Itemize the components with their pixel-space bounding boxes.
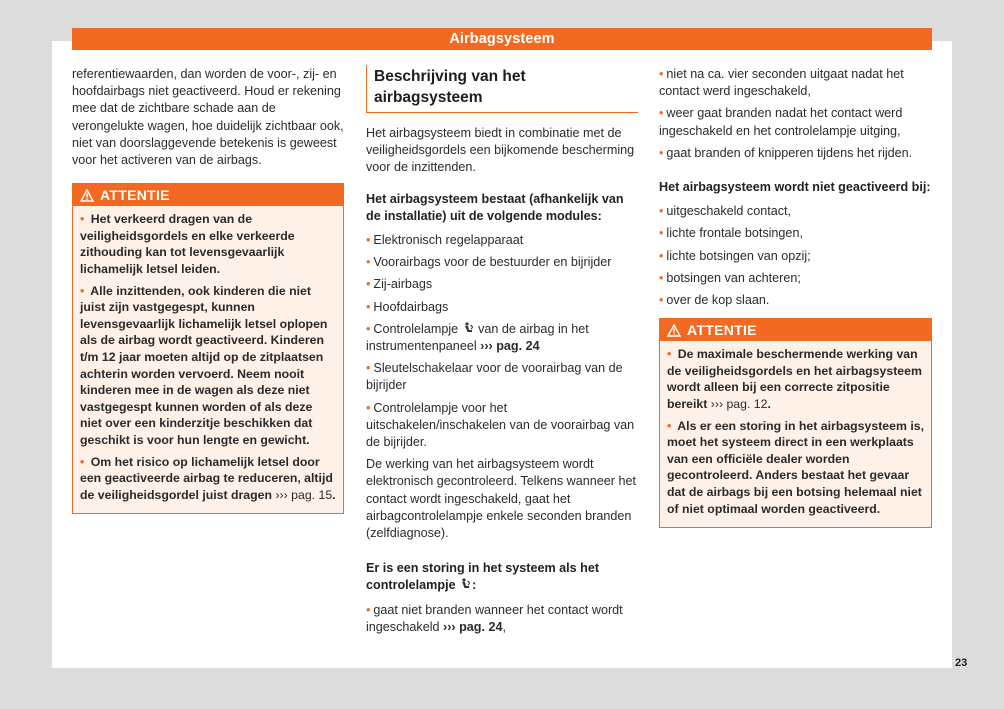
bullet-icon	[659, 146, 663, 160]
bullet-icon	[80, 455, 84, 469]
bullet-icon	[659, 226, 663, 240]
module-item: • Voorairbags voor de bestuurder en bijrijder	[366, 254, 638, 271]
not-activated-item: • lichte frontale botsingen,	[659, 225, 932, 242]
middle-column	[366, 66, 638, 641]
attention-item: • De maximale beschermende werking van de veiligheidsgordels en het airbagsysteem wordt alleen bij een correcte zitpositie bereikt ››› pag. 12.	[667, 346, 924, 412]
bullet-icon	[80, 212, 84, 226]
page-reference-link[interactable]: ››› pag. 24	[443, 619, 503, 634]
attention-header	[660, 319, 931, 341]
bullet-icon	[366, 233, 370, 247]
bullet-icon	[659, 249, 663, 263]
bullet-icon	[659, 67, 663, 81]
fault-item: • weer gaat branden nadat het contact werd ingeschakeld en het controlelampje uitging,	[659, 105, 932, 139]
modules-heading: Het airbagsysteem bestaat (afhankelijk van de installatie) uit de volgende modules:	[366, 191, 624, 223]
airbag-warning-light-icon	[462, 322, 475, 334]
attention-title: ATTENTIE	[100, 187, 170, 204]
operation-paragraph: De werking van het airbagsysteem wordt elektronisch gecontroleerd. Telkens wanneer het contact wordt ingeschakeld, gaat het airbagcontrolelampje enkele seconden branden (zelfdiagnose).	[366, 457, 636, 541]
intro-paragraph: Het airbagsysteem biedt in combinatie met de veiligheidsgordels een bijkomende bescherming voor de inzittenden.	[366, 126, 635, 175]
attention-item: • Alle inzittenden, ook kinderen die niet juist zijn vastgegespt, kunnen levensgevaarlijk lichamelijk letsel oplopen als de airbag wordt geactiveerd. Kinderen t/m 12 jaar moeten altijd op de zitplaatsen achterin worden vervoerd. Neem nooit kinderen mee in de wagen als deze niet vastgegespt kunnen worden of als deze niet over een kinderzitje beschikken dat geschikt is voor hun lengte en gewicht.	[80, 283, 336, 449]
not-activated-item: • uitgeschakeld contact,	[659, 203, 932, 220]
airbag-warning-light-icon	[459, 578, 472, 590]
attention-body	[73, 206, 343, 513]
chapter-title: Airbagsysteem	[449, 31, 555, 47]
fault-item: • niet na ca. vier seconden uitgaat nadat het contact werd ingeschakeld,	[659, 66, 932, 100]
fault-heading: Er is een storing in het systeem als het controlelampje :	[366, 561, 600, 593]
not-activated-item: • lichte botsingen van opzij;	[659, 248, 932, 265]
warning-triangle-icon	[667, 321, 681, 344]
left-column	[72, 66, 344, 528]
attention-item: • Om het risico op lichamelijk letsel door een geactiveerde airbag te reduceren, altijd de veiligheidsgordel juist dragen ››› pag. 15.	[80, 454, 336, 504]
bullet-icon	[366, 322, 370, 336]
bullet-icon	[667, 347, 671, 361]
bullet-icon	[366, 603, 370, 617]
attention-box	[72, 183, 344, 514]
section-title: Beschrijving van het airbagsysteem	[366, 65, 638, 113]
right-column	[659, 66, 932, 542]
module-item: • Zij-airbags	[366, 276, 638, 293]
module-item: • Controlelampje van de airbag in het instrumentenpaneel ››› pag. 24	[366, 321, 638, 355]
bullet-icon	[366, 255, 370, 269]
bullet-icon	[80, 284, 84, 298]
module-item: • Sleutelschakelaar voor de voorairbag van de bijrijder	[366, 360, 638, 394]
bullet-icon	[659, 204, 663, 218]
attention-body	[660, 341, 931, 527]
attention-box	[659, 318, 932, 528]
attention-item: • Het verkeerd dragen van de veiligheidsgordels en elke verkeerde zithouding kan tot levensgevaarlijk lichamelijk letsel leiden.	[80, 211, 336, 277]
page-reference-link[interactable]: ››› pag. 12	[710, 397, 768, 412]
bullet-icon	[366, 401, 370, 415]
warning-triangle-icon	[80, 186, 94, 209]
module-item: • Elektronisch regelapparaat	[366, 232, 638, 249]
bullet-icon	[659, 271, 663, 285]
bullet-icon	[366, 300, 370, 314]
bullet-icon	[366, 277, 370, 291]
attention-title: ATTENTIE	[687, 322, 757, 339]
bullet-icon	[667, 419, 671, 433]
module-item: • Hoofdairbags	[366, 299, 638, 316]
module-item: • Controlelampje voor het uitschakelen/inschakelen van de voorairbag van de bijrijder.	[366, 400, 638, 452]
attention-item: • Als er een storing in het airbagsysteem is, moet het systeem direct in een werkplaats van een officiële dealer worden gecontroleerd. Anders bestaat het gevaar dat de airbags bij een botsing helemaal niet of niet optimaal worden geactiveerd.	[667, 418, 924, 518]
page-number: 23	[955, 657, 968, 669]
not-activated-heading: Het airbagsysteem wordt niet geactiveerd bij:	[659, 180, 931, 195]
chapter-header	[72, 28, 932, 50]
bullet-icon	[366, 361, 370, 375]
fault-item: • gaat niet branden wanneer het contact wordt ingeschakeld ››› pag. 24,	[366, 602, 638, 636]
not-activated-item: • botsingen van achteren;	[659, 270, 932, 287]
fault-item: • gaat branden of knipperen tijdens het rijden.	[659, 145, 932, 162]
bullet-icon	[659, 293, 663, 307]
page-reference-link[interactable]: ››› pag. 15	[275, 487, 333, 502]
bullet-icon	[659, 106, 663, 120]
not-activated-item: • over de kop slaan.	[659, 292, 932, 309]
attention-header	[73, 184, 343, 206]
intro-paragraph: referentiewaarden, dan worden de voor-, zij- en hoofdairbags niet geactiveerd. Houd er rekening mee dat de zichtbare schade aan de verongelukte wagen, hoe duidelijk zichtbaar ook, niet van doorslaggevende betekenis is geweest voor het activeren van de airbags.	[72, 67, 344, 168]
page-reference-link[interactable]: ››› pag. 24	[480, 339, 540, 354]
